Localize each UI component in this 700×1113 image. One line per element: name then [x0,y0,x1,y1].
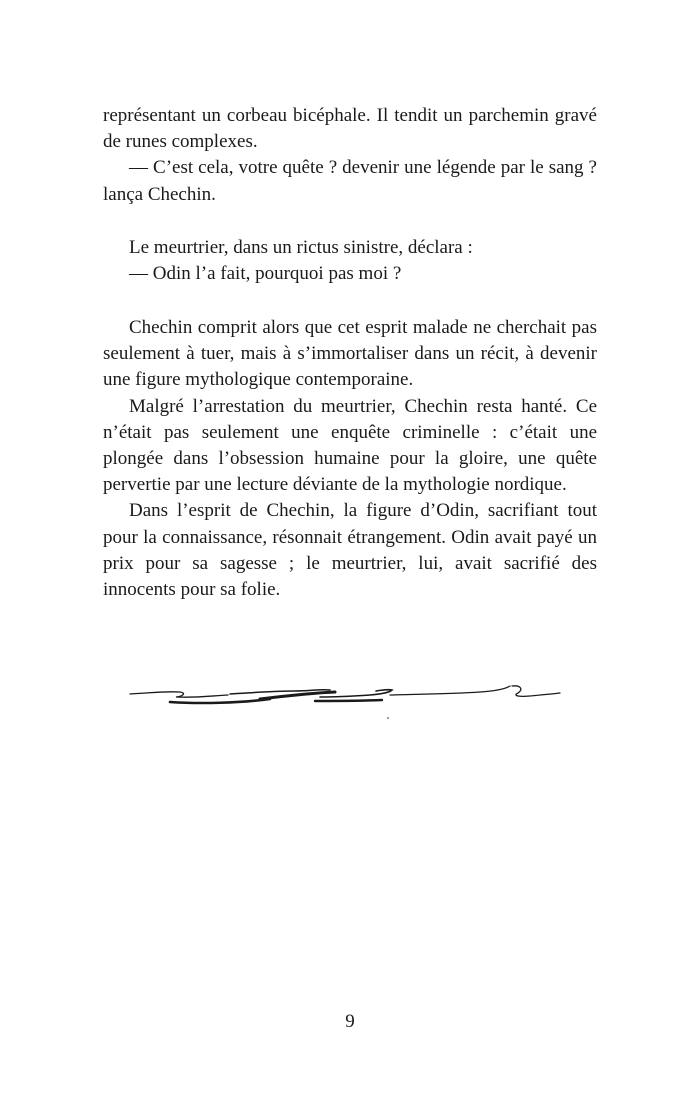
text-block-opening [103,103,597,208]
paragraph: Dans l’esprit de Chechin, la figure d’Odin, sacrifiant tout pour la connaissance, résonnait étrangement. Odin avait payé un prix pour sa sagesse ; le meurtrier, lui, avait sacrifié des innocents pour sa folie. [103,500,597,601]
text-block-closing [103,315,597,603]
paragraph: représentant un corbeau bicéphale. Il tendit un parchemin gravé de runes complexes. [103,105,597,153]
text-block-dialogue [103,235,597,287]
paragraph-dialogue: — Odin l’a fait, pourquoi pas moi ? [129,263,402,285]
paragraph-dialogue: — C’est cela, votre quête ? devenir une légende par le sang ? lança Chechin. [103,157,597,205]
page-number: 9 [345,1011,355,1032]
paragraph: Le meurtrier, dans un rictus sinistre, déclara : [129,237,473,258]
paragraph: Chechin comprit alors que cet esprit malade ne cherchait pas seulement à tuer, mais à s’immortaliser dans un récit, à devenir une figure mythologique contemporaine. [103,317,597,391]
paragraph: Malgré l’arrestation du meurtrier, Chechin resta hanté. Ce n’était pas seulement une enquête criminelle : c’était une plongée dans l’obsession humaine pour la gloire, une quête pervertie par une lecture déviante de la mythologie nordique. [103,395,597,496]
ornament-divider [120,672,580,722]
